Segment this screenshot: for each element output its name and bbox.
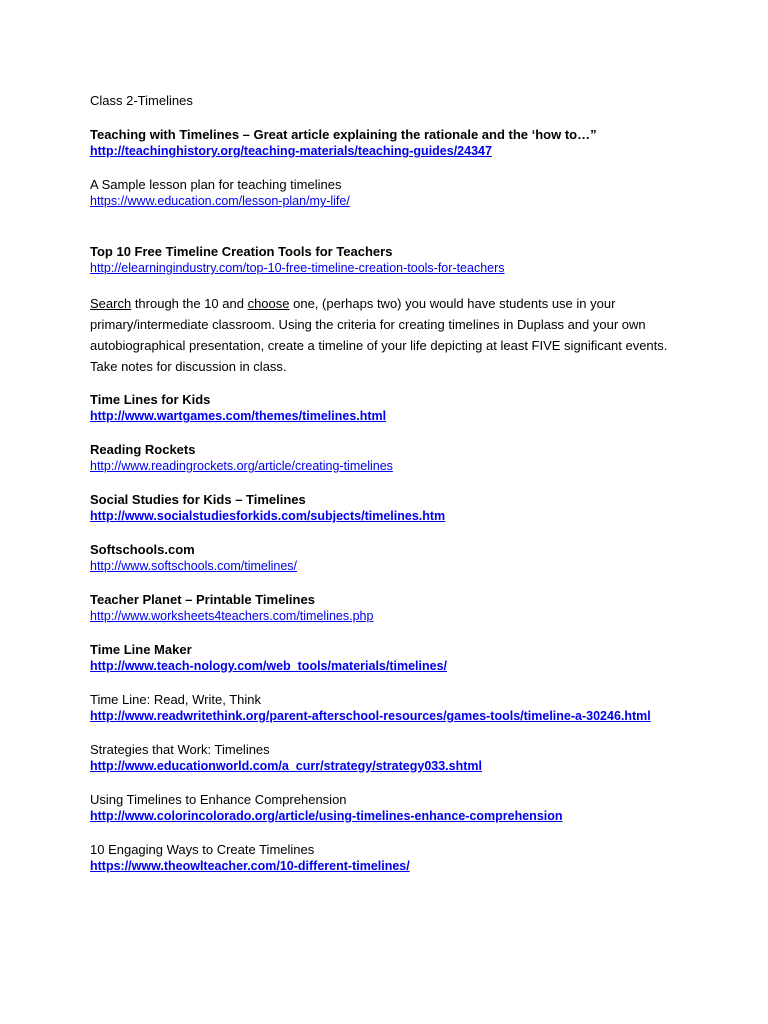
intro-link[interactable]: https://www.education.com/lesson-plan/my-life/ bbox=[90, 194, 350, 208]
resource-entry bbox=[90, 641, 730, 675]
resource-heading: Time Lines for Kids bbox=[90, 392, 211, 407]
intro-entry-sample-lesson-plan bbox=[90, 176, 730, 210]
resource-heading: Strategies that Work: Timelines bbox=[90, 742, 270, 757]
page-title: Class 2-Timelines bbox=[90, 93, 193, 108]
instructions-text: through the 10 and bbox=[131, 296, 248, 311]
resource-heading: Reading Rockets bbox=[90, 442, 196, 457]
instructions-word-search: Search bbox=[90, 296, 132, 311]
resource-heading: Teacher Planet – Printable Timelines bbox=[90, 592, 315, 607]
resource-entry bbox=[90, 841, 730, 875]
resource-entry bbox=[90, 791, 730, 825]
intro-entry-top-10-tools bbox=[90, 243, 730, 277]
resource-entry bbox=[90, 591, 730, 625]
resource-link[interactable]: http://www.teach-nology.com/web_tools/materials/timelines/ bbox=[90, 659, 448, 673]
resource-heading: Softschools.com bbox=[90, 542, 195, 557]
resource-link[interactable]: http://www.worksheets4teachers.com/timelines.php bbox=[90, 609, 374, 623]
intro-heading: A Sample lesson plan for teaching timelines bbox=[90, 177, 342, 192]
resource-link[interactable]: http://www.softschools.com/timelines/ bbox=[90, 559, 298, 573]
resource-heading: 10 Engaging Ways to Create Timelines bbox=[90, 842, 315, 857]
instructions-text: one, (perhaps two) you would have students use in your primary/intermediate classroom. Using the criteria for creating timelines in Duplass and your own autobiographical presentation, create a timeline of your life depicting at least FIVE significant events. Take notes for discussion in class. bbox=[90, 296, 668, 374]
resource-link[interactable]: http://www.wartgames.com/themes/timelines.html bbox=[90, 409, 387, 423]
intro-heading: Top 10 Free Timeline Creation Tools for Teachers bbox=[90, 244, 393, 259]
resource-entry bbox=[90, 491, 730, 525]
resource-entry bbox=[90, 741, 730, 775]
document-page bbox=[90, 92, 730, 891]
intro-entry-teaching-with-timelines bbox=[90, 126, 730, 160]
instructions-word-choose: choose bbox=[247, 296, 290, 311]
resource-entry bbox=[90, 441, 730, 475]
resource-entry bbox=[90, 391, 730, 425]
resource-link[interactable]: http://www.readingrockets.org/article/creating-timelines bbox=[90, 459, 393, 473]
resource-link[interactable]: http://www.readwritethink.org/parent-afterschool-resources/games-tools/timeline-a-30246.html bbox=[90, 709, 651, 723]
resource-entry bbox=[90, 541, 730, 575]
resource-heading: Social Studies for Kids – Timelines bbox=[90, 492, 306, 507]
resource-heading: Time Line Maker bbox=[90, 642, 192, 657]
resource-heading: Time Line: Read, Write, Think bbox=[90, 692, 261, 707]
resource-link[interactable]: https://www.theowlteacher.com/10-different-timelines/ bbox=[90, 859, 410, 873]
resource-entry bbox=[90, 691, 730, 725]
resource-link[interactable]: http://www.educationworld.com/a_curr/strategy/strategy033.shtml bbox=[90, 759, 482, 773]
resource-link[interactable]: http://www.colorincolorado.org/article/using-timelines-enhance-comprehension bbox=[90, 809, 563, 823]
intro-heading: Teaching with Timelines – Great article explaining the rationale and the ‘how to…” bbox=[90, 127, 597, 142]
intro-link[interactable]: http://elearningindustry.com/top-10-free-timeline-creation-tools-for-teachers bbox=[90, 261, 505, 275]
intro-link[interactable]: http://teachinghistory.org/teaching-materials/teaching-guides/24347 bbox=[90, 144, 492, 158]
instructions-paragraph bbox=[90, 293, 680, 377]
resource-heading: Using Timelines to Enhance Comprehension bbox=[90, 792, 347, 807]
resource-link[interactable]: http://www.socialstudiesforkids.com/subjects/timelines.htm bbox=[90, 509, 446, 523]
